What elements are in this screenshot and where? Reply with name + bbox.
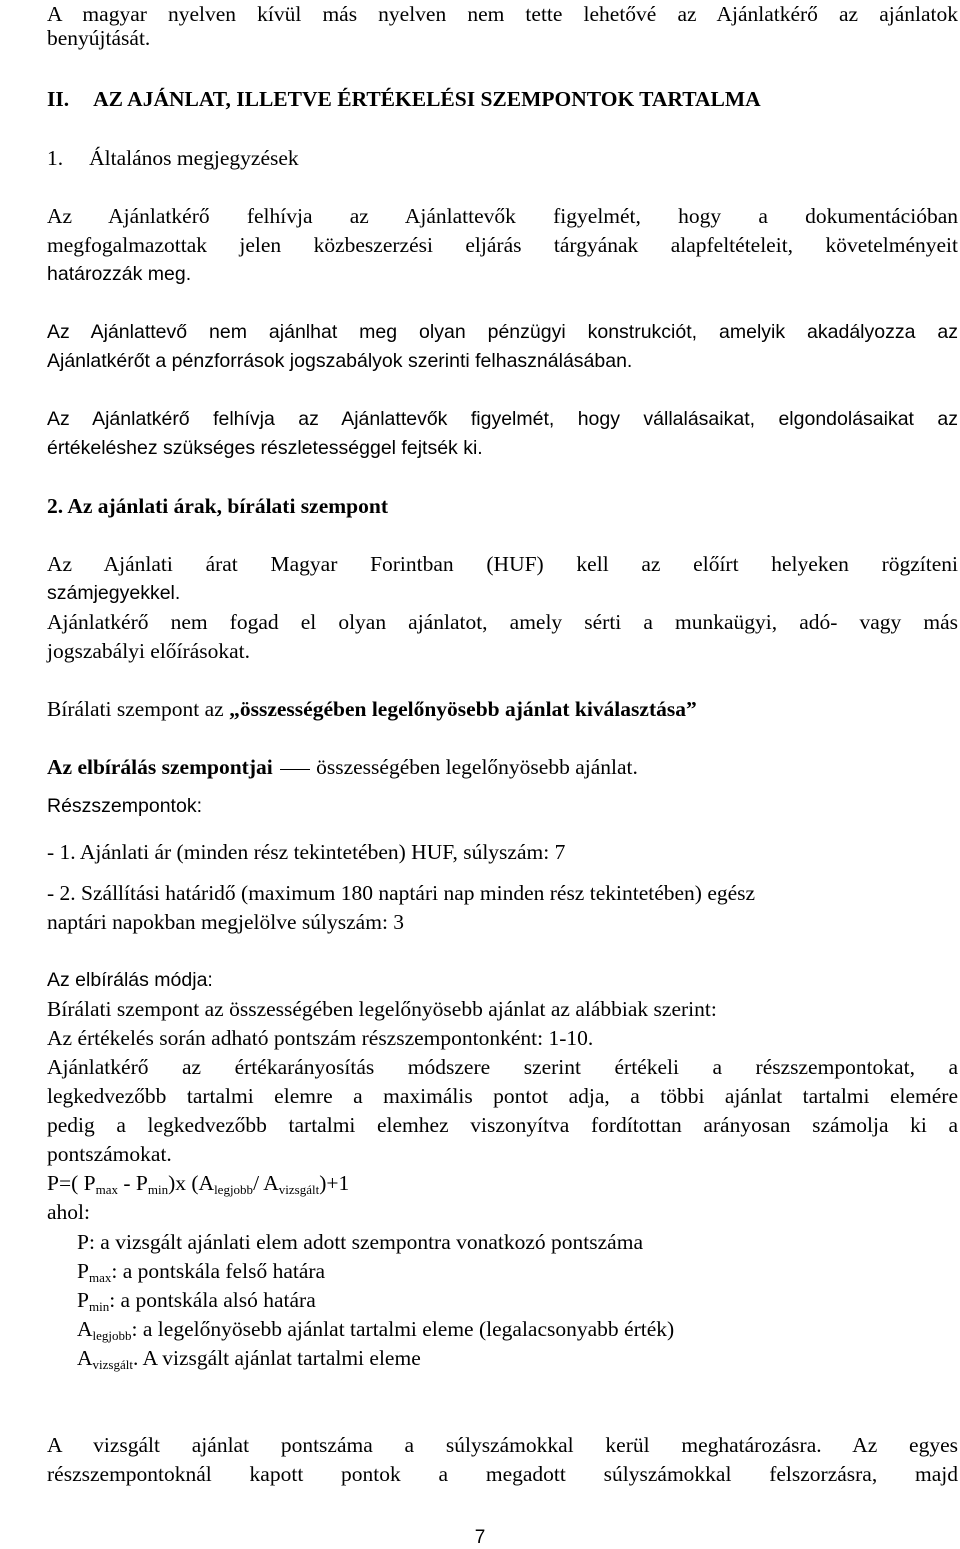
subsection-1-heading	[47, 146, 299, 170]
definition-pmax	[77, 1259, 325, 1283]
definition-subscript: vizsgált	[92, 1357, 133, 1372]
section-number: II.	[47, 87, 70, 111]
scoring-formula	[47, 1171, 349, 1195]
formula-part: )x (A	[168, 1171, 215, 1195]
definition-symbol: A	[77, 1346, 93, 1370]
method-line-5: pedig a legkedvezőbb tartalmi elemhez viszonyítva fordítottan arányosan számolja ki a	[47, 1113, 958, 1137]
method-line-6: pontszámokat.	[47, 1142, 172, 1166]
subsection-1-title: Általános megjegyzések	[89, 146, 299, 170]
evaluation-criteria-rest: összességében legelőnyösebb ajánlat.	[316, 755, 638, 779]
paragraph-1-line-2: megfogalmazottak jelen közbeszerzési eljárás tárgyának alapfeltételeit, követelményeit	[47, 233, 958, 257]
paragraph-3-line-1: Az Ajánlatkérő felhívja az Ajánlattevők figyelmét, hogy vállalásaikat, elgondolásaikat az	[47, 408, 958, 430]
formula-sub-max: max	[95, 1182, 118, 1197]
formula-part: )+1	[319, 1171, 350, 1195]
subcriteria-label: Részszempontok:	[47, 795, 202, 817]
paragraph-2-line-1: Az Ajánlattevő nem ajánlhat meg olyan pénzügyi konstrukciót, amelyik akadályozza az	[47, 321, 958, 343]
paragraph-4-line-2: számjegyekkel.	[47, 582, 181, 604]
final-line-2: részszempontoknál kapott pontok a megadott súlyszámokkal felszorzásra, majd	[47, 1462, 958, 1486]
intro-line-1: A magyar nyelven kívül más nyelven nem tette lehetővé az Ajánlatkérő az ajánlatok	[47, 2, 958, 26]
definition-alegjobb	[77, 1317, 674, 1341]
section-title: AZ AJÁNLAT, ILLETVE ÉRTÉKELÉSI SZEMPONTOK TARTALMA	[93, 87, 761, 111]
method-line-1: Bírálati szempont az összességében legelőnyösebb ajánlat az alábbiak szerint:	[47, 997, 717, 1021]
evaluation-criteria-bold: Az elbírálás szempontjai	[47, 755, 279, 779]
criterion-prefix: Bírálati szempont az	[47, 697, 230, 721]
formula-sub-min: min	[147, 1182, 169, 1197]
paragraph-4-line-4: jogszabályi előírásokat.	[47, 639, 250, 663]
paragraph-1-line-1: Az Ajánlatkérő felhívja az Ajánlattevők figyelmét, hogy a dokumentációban	[47, 204, 958, 228]
definition-symbol: P	[77, 1288, 89, 1312]
where-label: ahol:	[47, 1200, 90, 1224]
definition-text: : a pontskála alsó határa	[109, 1288, 316, 1312]
definition-p: P: a vizsgált ajánlati elem adott szempontra vonatkozó pontszáma	[77, 1230, 643, 1254]
intro-line-2: benyújtását.	[47, 26, 151, 50]
method-line-2: Az értékelés során adható pontszám részszempontonként: 1-10.	[47, 1026, 594, 1050]
formula-sub-vizsgalt: vizsgált	[278, 1182, 320, 1197]
formula-sub-legjobb: legjobb	[214, 1182, 254, 1197]
method-label: Az elbírálás módja:	[47, 969, 213, 991]
section-heading	[47, 87, 761, 111]
paragraph-3-line-2: értékeléshez szükséges részletességgel fejtsék ki.	[47, 437, 483, 459]
page-number: 7	[474, 1527, 486, 1548]
subcriterion-1: - 1. Ajánlati ár (minden rész tekintetében) HUF, súlyszám: 7	[47, 840, 566, 864]
final-line-1: A vizsgált ajánlat pontszáma a súlyszámokkal kerül meghatározásra. Az egyes	[47, 1433, 958, 1457]
definition-subscript: min	[88, 1299, 110, 1314]
method-line-4: legkedvezőbb tartalmi elemre a maximális pontot adja, a többi ajánlat tartalmi elemére	[47, 1084, 958, 1108]
definition-text: . A vizsgált ajánlat tartalmi eleme	[132, 1346, 421, 1370]
definition-text: : a legelőnyösebb ajánlat tartalmi eleme (legalacsonyabb érték)	[131, 1317, 675, 1341]
definition-pmin	[77, 1288, 316, 1312]
formula-part: - P	[117, 1171, 148, 1195]
em-dash	[280, 769, 310, 770]
definition-avizsgalt	[77, 1346, 421, 1370]
subcriterion-2-line-1: - 2. Szállítási határidő (maximum 180 naptári nap minden rész tekintetében) egész	[47, 881, 756, 905]
definition-symbol: P	[77, 1259, 89, 1283]
paragraph-1-line-3: határozzák meg.	[47, 263, 192, 285]
formula-part: P=( P	[47, 1171, 96, 1195]
subcriterion-2-line-2: naptári napokban megjelölve súlyszám: 3	[47, 910, 405, 934]
formula-part: / A	[253, 1171, 279, 1195]
method-line-3: Ajánlatkérő az értékarányosítás módszere szerint értékeli a részszempontokat, a	[47, 1055, 958, 1079]
subsection-1-number: 1.	[47, 146, 64, 170]
definition-text: : a pontskála felső határa	[111, 1259, 326, 1283]
subsection-2-heading: 2. Az ajánlati árak, bírálati szempont	[47, 494, 388, 518]
criterion-bold: „összességében legelőnyösebb ajánlat kiválasztása”	[229, 697, 697, 721]
paragraph-4-line-3: Ajánlatkérő nem fogad el olyan ajánlatot, amely sérti a munkaügyi, adó- vagy más	[47, 610, 958, 634]
definition-symbol: A	[77, 1317, 93, 1341]
definition-subscript: max	[88, 1270, 112, 1285]
definition-subscript: legjobb	[92, 1328, 132, 1343]
paragraph-2-line-2: Ajánlatkérőt a pénzforrások jogszabályok szerinti felhasználásában.	[47, 350, 633, 372]
criterion-line	[47, 697, 697, 721]
paragraph-4-line-1: Az Ajánlati árat Magyar Forintban (HUF) kell az előírt helyeken rögzíteni	[47, 552, 958, 576]
evaluation-criteria-line	[47, 755, 638, 779]
